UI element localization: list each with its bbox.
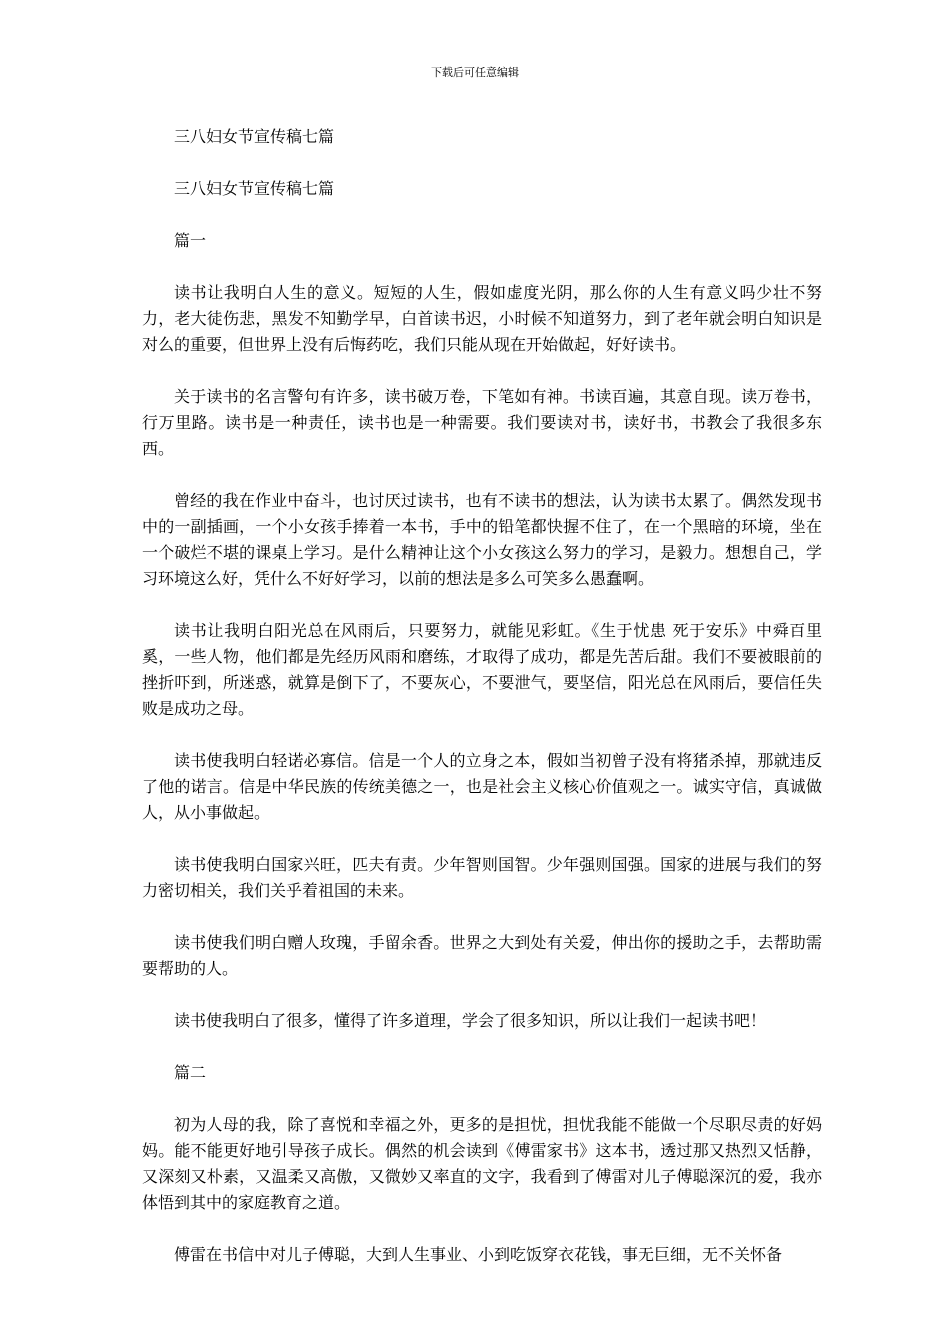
- document-title: 三八妇女节宣传稿七篇: [174, 127, 335, 146]
- body-paragraph: 曾经的我在作业中奋斗，也讨厌过读书，也有不读书的想法，认为读书太累了。偶然发现书中的一副插画，一个小女孩手捧着一本书，手中的铅笔都快握不住了，在一个黑暗的环境，坐在一个破烂不堪的课桌上学习。是什么精神让这个小女孩这么努力的学习，是毅力。想想自己，学习环境这么好，凭什么不好好学习，以前的想法是多么可笑多么愚蠢啊。: [142, 491, 822, 588]
- body-paragraph: 初为人母的我，除了喜悦和幸福之外，更多的是担忧，担忧我能不能做一个尽职尽责的好妈妈。能不能更好地引导孩子成长。偶然的机会读到《傅雷家书》这本书，透过那又热烈又恬静，又深刻又朴素，又温柔又高傲，又微妙又率直的文字，我看到了傅雷对儿子傅聪深沉的爱，我亦体悟到其中的家庭教育之道。: [142, 1115, 822, 1212]
- document-body: [142, 124, 822, 1294]
- body-paragraph: 读书使我明白国家兴旺，匹夫有责。少年智则国智。少年强则国强。国家的进展与我们的努力密切相关，我们关乎着祖国的未来。: [142, 855, 822, 900]
- body-paragraph: 读书使我明白轻诺必寡信。信是一个人的立身之本，假如当初曾子没有将猪杀掉，那就违反了他的诺言。信是中华民族的传统美德之一，也是社会主义核心价值观之一。诚实守信，真诚做人，从小事做起。: [142, 751, 822, 822]
- body-paragraph: 读书使我明白了很多，懂得了许多道理，学会了很多知识，所以让我们一起读书吧！: [174, 1011, 767, 1030]
- body-paragraph: 读书让我明白阳光总在风雨后，只要努力，就能见彩虹。《生于忧患 死于安乐》中舜百里奚，一些人物，他们都是先经历风雨和磨练，才取得了成功，都是先苦后甜。我们不要被眼前的挫折吓到，所迷惑，就算是倒下了，不要灰心，不要泄气，要坚信，阳光总在风雨后，要信任失败是成功之母。: [142, 621, 822, 718]
- section-heading-part-two: 篇二: [174, 1063, 207, 1082]
- body-paragraph: 读书让我明白人生的意义。短短的人生，假如虚度光阴，那么你的人生有意义吗少壮不努力，老大徒伤悲，黑发不知勤学早，白首读书迟，小时候不知道努力，到了老年就会明白知识是对么的重要，但世界上没有后悔药吃，我们只能从现在开始做起，好好读书。: [142, 283, 822, 354]
- body-paragraph: 读书使我们明白赠人玫瑰，手留余香。世界之大到处有关爱，伸出你的援助之手，去帮助需要帮助的人。: [142, 933, 822, 978]
- document-subtitle: 三八妇女节宣传稿七篇: [174, 179, 335, 198]
- body-paragraph: 关于读书的名言警句有许多，读书破万卷，下笔如有神。书读百遍，其意自现。读万卷书，行万里路。读书是一种责任，读书也是一种需要。我们要读对书，读好书，书教会了我很多东西。: [142, 387, 822, 458]
- section-heading-part-one: 篇一: [174, 231, 207, 250]
- page-header: 下载后可任意编辑: [431, 66, 519, 79]
- body-paragraph: 傅雷在书信中对儿子傅聪，大到人生事业、小到吃饭穿衣花钱，事无巨细，无不关怀备: [174, 1245, 783, 1264]
